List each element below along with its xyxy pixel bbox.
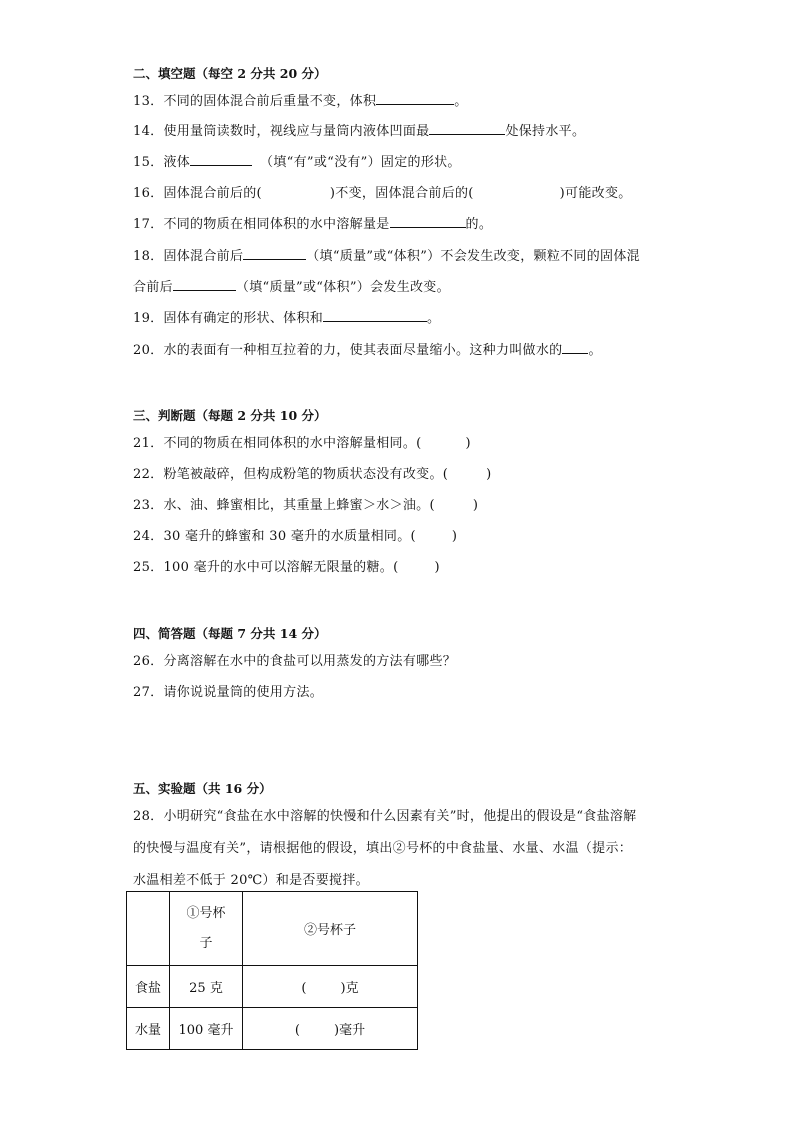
table-row bbox=[127, 1008, 418, 1050]
table-corner-cell bbox=[127, 892, 170, 966]
question-17 bbox=[133, 213, 492, 232]
question-22 bbox=[133, 463, 492, 482]
row-label: 食盐 bbox=[127, 966, 170, 1008]
question-18-continued bbox=[133, 276, 450, 295]
question-text: 22．粉笔被敲碎，但构成粉笔的物质状态没有改变。( bbox=[133, 467, 449, 482]
question-28-line1: 28．小明研究“食盐在水中溶解的快慢和什么因素有关”时，他提出的假设是“食盐溶解 bbox=[133, 809, 637, 824]
question-19 bbox=[133, 307, 440, 326]
question-27: 27．请你说说量筒的使用方法。 bbox=[133, 685, 324, 700]
question-25 bbox=[133, 556, 440, 575]
question-text: 18．固体混合前后 bbox=[133, 249, 244, 264]
question-text: ) bbox=[465, 436, 471, 451]
question-text: 20．水的表面有一种相互拉着的力，使其表面尽量缩小。这种力叫做水的 bbox=[133, 343, 563, 358]
section-heading-judge: 三、判断题（每题 2 分共 10 分） bbox=[133, 408, 327, 423]
answer-blank[interactable] bbox=[429, 122, 505, 135]
question-text: （填“质量”或“体积”）会发生改变。 bbox=[235, 280, 450, 295]
question-26: 26．分离溶解在水中的食盐可以用蒸发的方法有哪些？ bbox=[133, 654, 457, 669]
table-row bbox=[127, 966, 418, 1008]
table-header-row bbox=[127, 892, 418, 966]
row-label: 水量 bbox=[127, 1008, 170, 1050]
question-text: 14．使用量筒读数时，视线应与量筒内液体凹面最 bbox=[133, 124, 430, 139]
header-text: 子 bbox=[199, 935, 213, 951]
question-text: ) bbox=[486, 467, 492, 482]
cup1-value: 25 克 bbox=[170, 966, 243, 1008]
question-15 bbox=[133, 151, 461, 170]
question-text: 13．不同的固体混合前后重量不变，体积 bbox=[133, 94, 377, 109]
experiment-table bbox=[126, 891, 418, 1050]
question-20 bbox=[133, 339, 602, 358]
question-text: 。 bbox=[454, 94, 468, 109]
question-18 bbox=[133, 245, 640, 264]
question-text: 16．固体混合前后的( bbox=[133, 186, 262, 201]
question-text: 19．固体有确定的形状、体积和 bbox=[133, 311, 324, 326]
cup2-answer-cell[interactable] bbox=[243, 1008, 418, 1050]
question-text: ) bbox=[451, 529, 458, 544]
section-heading-exp: 五、实验题（共 16 分） bbox=[133, 781, 272, 796]
question-21 bbox=[133, 432, 471, 451]
question-text: 25．100 毫升的水中可以溶解无限量的糖。( bbox=[133, 560, 399, 575]
answer-blank[interactable] bbox=[243, 247, 306, 260]
table-header-cup2: ②号杯子 bbox=[243, 892, 418, 966]
question-28-line3: 水温相差不低于 20℃）和是否要搅拌。 bbox=[133, 873, 369, 888]
question-16 bbox=[133, 182, 632, 201]
question-text: )可能改变。 bbox=[559, 186, 632, 201]
answer-blank[interactable] bbox=[173, 278, 236, 291]
question-text: )不变，固体混合前后的( bbox=[329, 186, 474, 201]
unit-text: )克 bbox=[340, 981, 359, 996]
section-heading-short: 四、简答题（每题 7 分共 14 分） bbox=[133, 626, 327, 641]
question-24 bbox=[133, 525, 457, 544]
header-text: ①号杯 bbox=[186, 905, 226, 921]
question-text: 21．不同的物质在相同体积的水中溶解量相同。( bbox=[133, 436, 422, 451]
question-text: 15．液体 bbox=[133, 155, 191, 170]
question-text: 的。 bbox=[465, 217, 493, 232]
question-text: 23．水、油、蜂蜜相比，其重量上蜂蜜＞水＞油。( bbox=[133, 498, 435, 513]
question-text: 。 bbox=[588, 343, 602, 358]
cup1-value: 100 毫升 bbox=[170, 1008, 243, 1050]
question-text: 合前后 bbox=[133, 280, 173, 295]
question-text: （填“质量”或“体积”）不会发生改变，颗粒不同的固体混 bbox=[306, 249, 640, 264]
question-text: ) bbox=[472, 498, 479, 513]
answer-blank[interactable] bbox=[390, 215, 466, 228]
question-text: 24．30 毫升的蜂蜜和 30 毫升的水质量相同。( bbox=[133, 529, 416, 544]
question-text: 17．不同的物质在相同体积的水中溶解量是 bbox=[133, 217, 390, 232]
question-23 bbox=[133, 494, 478, 513]
table-header-cup1 bbox=[170, 892, 243, 966]
answer-blank[interactable] bbox=[376, 92, 454, 105]
answer-blank[interactable] bbox=[190, 153, 252, 166]
question-text: 。 bbox=[427, 311, 441, 326]
question-text: （填“有”或“没有”）固定的形状。 bbox=[260, 155, 461, 170]
question-28-line2: 的快慢与温度有关”，请根据他的假设，填出②号杯的中食盐量、水量、水温（提示： bbox=[133, 841, 633, 856]
bracket-text: ( bbox=[294, 1023, 300, 1038]
section-heading-fill: 二、填空题（每空 2 分共 20 分） bbox=[133, 66, 327, 81]
answer-blank[interactable] bbox=[562, 341, 588, 354]
unit-text: )毫升 bbox=[334, 1023, 366, 1038]
question-text: ) bbox=[434, 560, 440, 575]
question-14 bbox=[133, 120, 585, 139]
question-13 bbox=[133, 90, 468, 109]
bracket-text: ( bbox=[301, 981, 307, 996]
cup2-answer-cell[interactable] bbox=[243, 966, 418, 1008]
answer-blank[interactable] bbox=[323, 309, 427, 322]
question-text: 处保持水平。 bbox=[505, 124, 586, 139]
